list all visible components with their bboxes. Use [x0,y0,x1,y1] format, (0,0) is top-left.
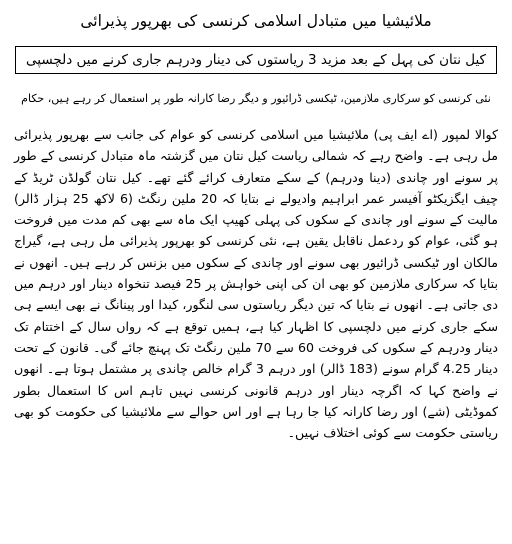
headline-block [14,8,498,112]
article-paragraph: کوالا لمپور (اے ایف پی) ملائیشیا میں اسلامی کرنسی کو عوام کی جانب سے بھرپور پذیرائی مل رہی ہے۔ واضح رہے کہ شمالی ریاست کیل نتان میں گزشتہ ماہ متبادل کرنسی کے طور پر سونے اور چاندی (دینا ودرہم) کے سکے متعارف کرائے گئے تھے۔ کیل نتان گولڈن ٹریڈ کے چیف ایگزیکٹو آفیسر عمر ابراہیم وادیولے نے بتایا کہ 20 ملین رنگٹ (6 لاکھ 25 ہزار ڈالر) مالیت کے سونے اور چاندی کے سکوں کی پہلی کھیپ ایک ماہ سے بھی کم مدت میں فروخت ہو گئی، عوام کو ردعمل ناقابل یقین ہے، نئی کرنسی کو بھرپور پذیرائی مل رہی ہے، گیراج مالکان اور ٹیکسی ڈرائیور بھی سونے اور چاندی کے سکوں میں بزنس کر رہے ہیں۔ انھوں نے بتایا کہ سرکاری ملازمین کو بھی ان کی اپنی خواہش پر 25 فیصد تنخواہ دینار اور درہم میں دی جاتی ہے۔ انھوں نے بتایا کہ تین دیگر ریاستوں سی لنگور، کیدا اور پینانگ نے بھی ایسے ہی سکے جاری کرنے میں دلچسپی کا اظہار کیا ہے، ہمیں توقع ہے کہ رواں سال کے اختتام تک دینار ودرہم کے سکوں کی فروخت 60 سے 70 ملین رنگٹ تک پہنچ جائے گی۔ قانون کے تحت دینار 4.25 گرام سونے (183 ڈالر) اور درہم 3 گرام خالص چاندی پر مشتمل ہوتا ہے۔ انھوں نے واضح کہا کہ اگرچہ دینار اور درہم قانونی کرنسی نہیں تاہم اس کا استعمال بطور کموڈیٹی (شے) اور رضا کارانہ کیا جا رہا ہے اور اس حوالے سے ملائیشیا کی حکومت کو بھی ریاستی حکومت سے کوئی اختلاف نہیں۔ [14,127,498,441]
headline: ملائیشیا میں متبادل اسلامی کرنسی کی بھرپور پذیرائی [80,12,432,30]
subheadline: نئی کرنسی کو سرکاری ملازمین، ٹیکسی ڈرائیور و دیگر رضا کارانہ طور پر استعمال کر رہے ہیں، حکام [21,92,491,105]
subheadline-boxed: کیل نتان کی پہل کے بعد مزید 3 ریاستوں کی دینار ودرہم جاری کرنے میں دلچسپی [15,46,497,74]
article-body [14,124,498,443]
